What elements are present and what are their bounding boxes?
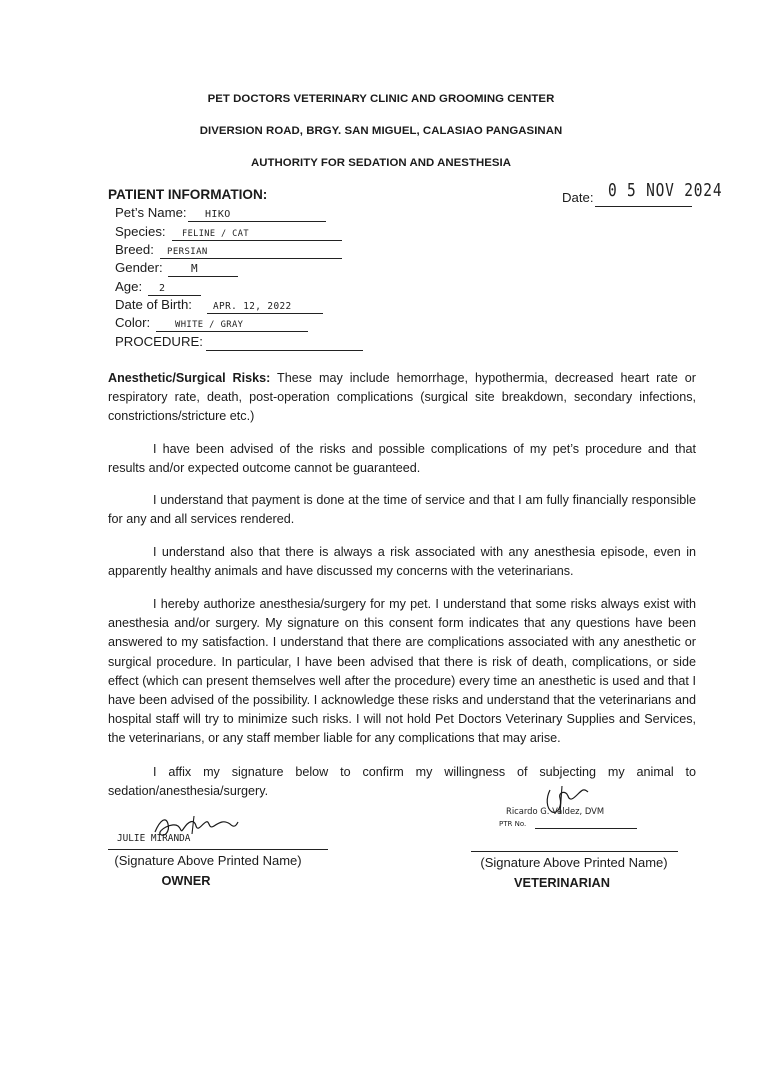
color-line — [156, 331, 308, 332]
clinic-address: DIVERSION ROAD, BRGY. SAN MIGUEL, CALASIAO PANGASINAN — [199, 125, 563, 137]
vet-signature-caption: (Signature Above Printed Name) — [480, 855, 668, 870]
gender-line — [168, 276, 238, 277]
dob-label: Date of Birth: — [115, 297, 192, 312]
species-line — [172, 240, 342, 241]
vet-printed-name: Ricardo G. Valdez, DVM — [506, 806, 605, 816]
owner-signature-line — [108, 849, 328, 850]
procedure-line — [206, 350, 363, 351]
owner-signature-caption: (Signature Above Printed Name) — [114, 853, 302, 868]
color-label: Color: — [115, 315, 151, 330]
risk-understanding-paragraph: I understand also that there is always a risk associated with any anesthesia episode, even in apparently healthy animals and have discussed my concerns with the veterinarians. — [108, 545, 696, 579]
owner-printed-name: JULIE MIRANDA — [117, 833, 191, 844]
date-underline — [595, 206, 692, 207]
gender-value: M — [191, 262, 199, 275]
owner-role: OWNER — [161, 873, 211, 888]
age-label: Age: — [115, 279, 143, 294]
procedure-label: PROCEDURE: — [115, 334, 203, 349]
risks-paragraph — [108, 369, 696, 427]
breed-value: PERSIAN — [167, 247, 208, 257]
age-field — [115, 279, 166, 297]
vet-role: VETERINARIAN — [514, 875, 610, 890]
breed-field — [115, 242, 208, 260]
gender-field — [115, 260, 199, 278]
authorization-paragraph: I hereby authorize anesthesia/surgery for my pet. I understand that some risks always exist with anesthesia and/or surgery. My signature on this consent form indicates that any questions have been answered to my satisfaction. I understand that there are complications associated with any anesthetic or surgical procedure. In particular, I have been advised that there is risk of death, complications, or side effect (which can present themselves well after the procedure) every time an anesthetic is used and that I have been advised of the possibility. I acknowledge these risks and understand that the veterinarians and hospital staff will try to minimize such risks. I will not hold Pet Doctors Veterinary Supplies and Services, the veterinarians, or any staff member liable for any complications that may arise. — [108, 597, 696, 746]
breed-label: Breed: — [115, 242, 154, 257]
breed-line — [160, 258, 342, 259]
risks-heading: Anesthetic/Surgical Risks: — [108, 371, 271, 385]
pet-name-label: Pet’s Name: — [115, 205, 187, 220]
vet-ptr-label: PTR No. — [499, 820, 527, 828]
procedure-field — [115, 334, 203, 352]
affix-signature-paragraph: I affix my signature below to confirm my willingness of subjecting my animal to sedation/anesthesia/surgery. — [108, 765, 696, 799]
payment-paragraph: I understand that payment is done at the time of service and that I am fully financially responsible for any and all services rendered. — [108, 493, 696, 527]
dob-field — [115, 297, 292, 315]
species-label: Species: — [115, 224, 166, 239]
dob-value: APR. 12, 2022 — [213, 301, 292, 312]
age-value: 2 — [159, 283, 166, 294]
advised-paragraph: I have been advised of the risks and possible complications of my pet’s procedure and that results and/or expected outcome cannot be guaranteed. — [108, 442, 696, 476]
form-title: AUTHORITY FOR SEDATION AND ANESTHESIA — [250, 157, 512, 169]
pet-name-line — [188, 221, 326, 222]
patient-info-title: PATIENT INFORMATION: — [108, 187, 268, 202]
pet-name-value: HIKO — [205, 209, 231, 220]
species-field — [115, 224, 249, 242]
age-line — [148, 295, 201, 296]
dob-line — [207, 313, 323, 314]
species-value: FELINE / CAT — [182, 229, 249, 239]
date-stamp: 0 5 NOV 2024 — [608, 181, 723, 201]
date-label: Date: — [562, 190, 594, 205]
pet-name-field — [115, 205, 231, 223]
patient-information — [108, 187, 292, 349]
risks-text: These may include hemorrhage, hypothermia, decreased heart rate or respiratory rate, death, post-operation complications (surgical site breakdown, secondary infections, constrictions/stricture etc.) — [108, 371, 696, 424]
clinic-name: PET DOCTORS VETERINARY CLINIC AND GROOMING CENTER — [207, 93, 555, 105]
gender-label: Gender: — [115, 260, 163, 275]
color-value: WHITE / GRAY — [175, 320, 244, 330]
vet-signature-line — [471, 851, 678, 852]
vet-ptr-line — [535, 828, 637, 829]
color-field — [115, 315, 244, 333]
